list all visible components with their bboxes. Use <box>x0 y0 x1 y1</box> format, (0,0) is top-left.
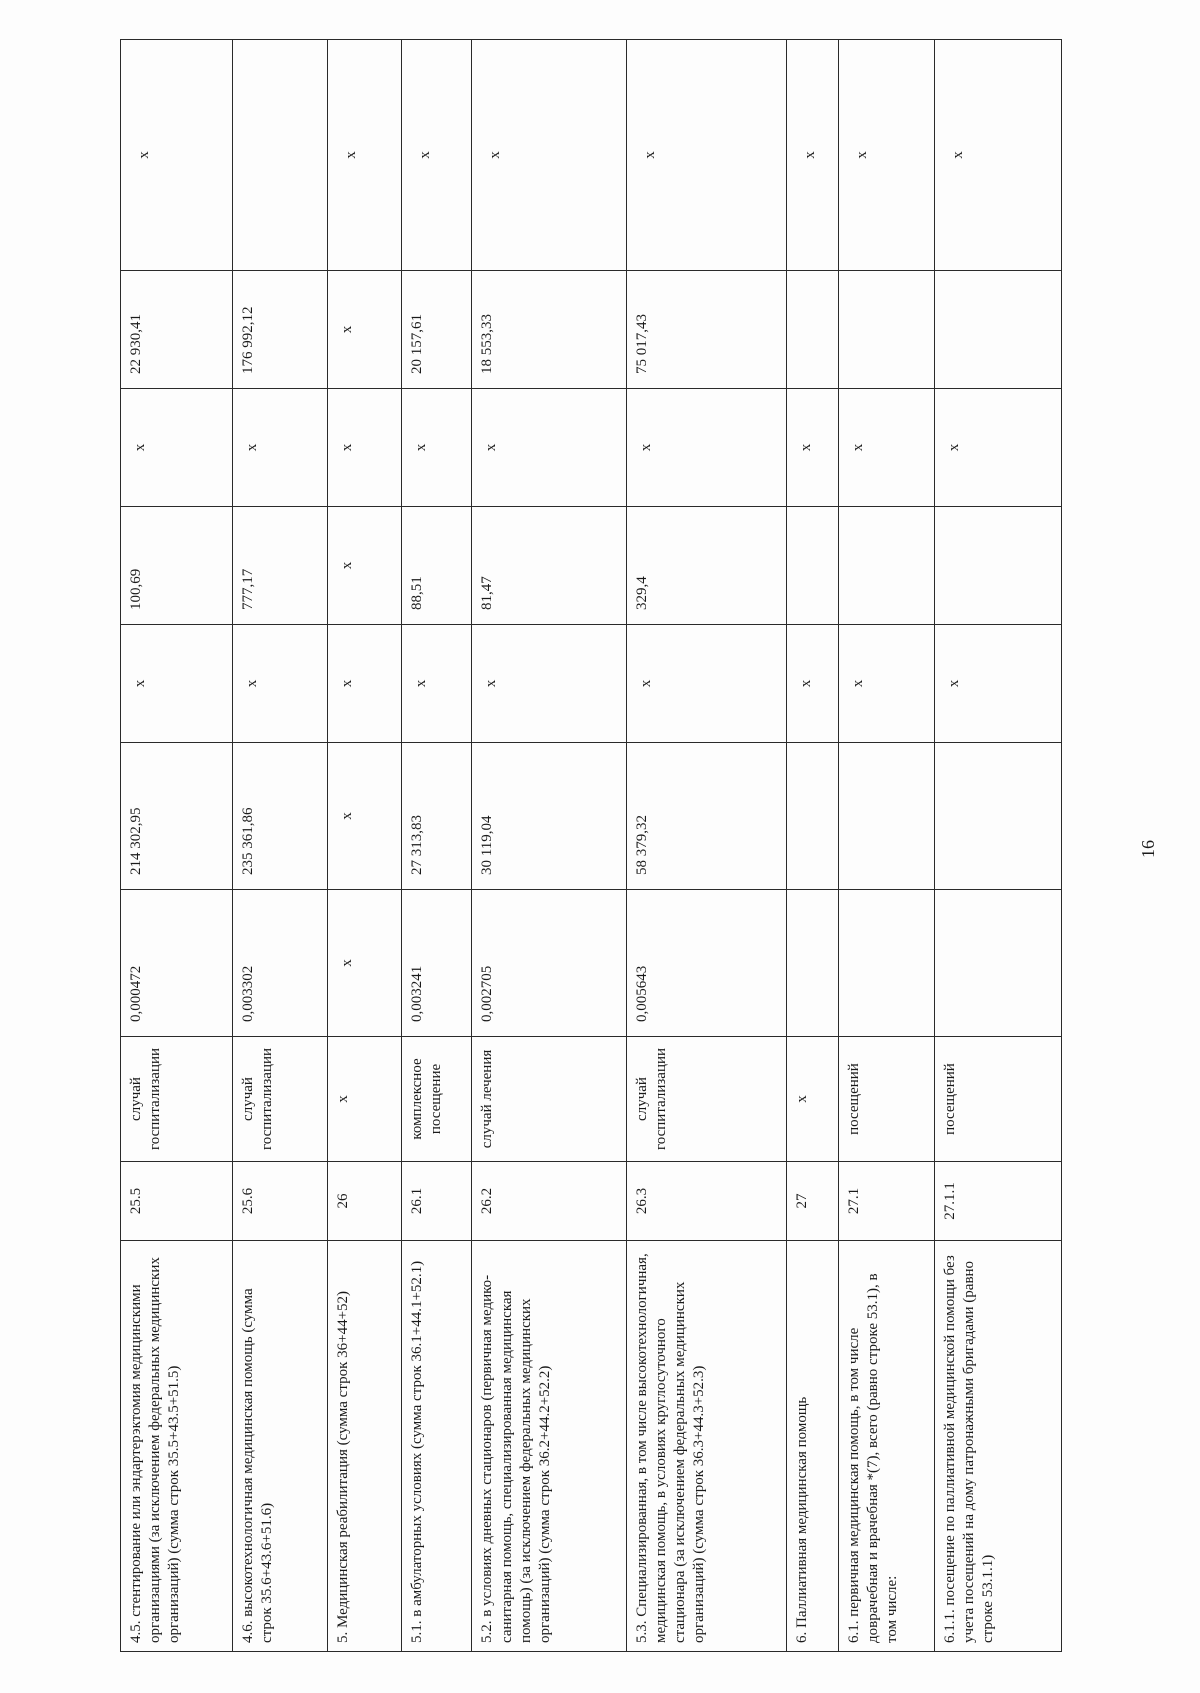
row-number: 26.2 <box>472 1162 626 1241</box>
row-unit: случай госпитализации <box>233 1037 328 1162</box>
cell-norm-volume: 0,002705 <box>472 890 626 1037</box>
table-row <box>472 40 626 1652</box>
cell-oms-total: 20 157,61 <box>401 271 472 389</box>
cell-oms-total <box>786 271 838 389</box>
row-number: 25.6 <box>233 1162 328 1241</box>
cell-oms-per-capita: 81,47 <box>472 507 626 625</box>
row-unit: х <box>786 1037 838 1162</box>
table-row <box>838 40 934 1652</box>
cell-share: х <box>786 40 838 271</box>
cell-budget-total: х <box>934 389 1061 507</box>
cell-budget-total: х <box>121 389 233 507</box>
row-name: 6.1. первичная медицинская помощь, в том числе доврачебная и врачебная *(7), всего (равно строке 53.1), в том числе: <box>838 1241 934 1652</box>
cell-share: х <box>327 40 401 271</box>
row-name: 6.1.1. посещение по паллиативной медицинской помощи без учета посещений на дому патронажными бригадами (равно строке 53.1.1) <box>934 1241 1061 1652</box>
row-unit: случай госпитализации <box>121 1037 233 1162</box>
cell-oms-per-capita: х <box>327 507 401 625</box>
cell-oms-total: х <box>327 271 401 389</box>
row-name: 5.3. Специализированная, в том числе высокотехнологичная, медицинская помощь, в условиях круглосуточного стационара (за исключением федеральных медицинских организаций) (сумма строк 36.3+44.3+52.3) <box>626 1241 786 1652</box>
cell-norm-volume <box>934 890 1061 1037</box>
row-unit: посещений <box>934 1037 1061 1162</box>
cell-budget-per-capita: х <box>233 625 328 743</box>
cell-oms-total <box>934 271 1061 389</box>
cell-oms-total <box>838 271 934 389</box>
cell-oms-per-capita <box>786 507 838 625</box>
table-row <box>121 40 233 1652</box>
row-number: 27 <box>786 1162 838 1241</box>
cell-share: х <box>121 40 233 271</box>
cell-norm-cost: х <box>327 743 401 890</box>
cell-oms-per-capita <box>934 507 1061 625</box>
cell-norm-cost: 27 313,83 <box>401 743 472 890</box>
cell-budget-total: х <box>626 389 786 507</box>
row-number: 27.1 <box>838 1162 934 1241</box>
row-name: 5. Медицинская реабилитация (сумма строк 36+44+52) <box>327 1241 401 1652</box>
table-row <box>786 40 838 1652</box>
table-row <box>327 40 401 1652</box>
table-body <box>121 40 1062 1652</box>
cell-budget-total: х <box>472 389 626 507</box>
cell-share: х <box>838 40 934 271</box>
rotated-table-wrapper <box>120 40 1062 1652</box>
cell-budget-per-capita: х <box>472 625 626 743</box>
table-row <box>626 40 786 1652</box>
cell-budget-per-capita: х <box>327 625 401 743</box>
financing-table <box>120 39 1062 1652</box>
cell-budget-per-capita: х <box>626 625 786 743</box>
cell-budget-per-capita: х <box>401 625 472 743</box>
cell-budget-per-capita: х <box>934 625 1061 743</box>
table-row <box>233 40 328 1652</box>
cell-norm-cost: 214 302,95 <box>121 743 233 890</box>
row-name: 5.1. в амбулаторных условиях (сумма строк 36.1+44.1+52.1) <box>401 1241 472 1652</box>
cell-budget-total: х <box>786 389 838 507</box>
cell-norm-cost: 58 379,32 <box>626 743 786 890</box>
row-number: 25.5 <box>121 1162 233 1241</box>
table-row <box>401 40 472 1652</box>
cell-oms-total: 176 992,12 <box>233 271 328 389</box>
cell-norm-volume <box>786 890 838 1037</box>
cell-norm-cost <box>838 743 934 890</box>
row-unit: комплексное посещение <box>401 1037 472 1162</box>
cell-oms-total: 22 930,41 <box>121 271 233 389</box>
cell-budget-total: х <box>327 389 401 507</box>
cell-norm-cost <box>786 743 838 890</box>
cell-norm-volume: 0,003241 <box>401 890 472 1037</box>
cell-oms-per-capita: 100,69 <box>121 507 233 625</box>
row-number: 26.3 <box>626 1162 786 1241</box>
cell-norm-cost: 30 119,04 <box>472 743 626 890</box>
cell-norm-cost <box>934 743 1061 890</box>
row-unit: х <box>327 1037 401 1162</box>
row-unit: случай лечения <box>472 1037 626 1162</box>
cell-budget-per-capita: х <box>786 625 838 743</box>
cell-share: х <box>401 40 472 271</box>
cell-share <box>233 40 328 271</box>
cell-budget-total: х <box>838 389 934 507</box>
cell-norm-volume: 0,003302 <box>233 890 328 1037</box>
cell-oms-total: 75 017,43 <box>626 271 786 389</box>
row-number: 26 <box>327 1162 401 1241</box>
row-number: 26.1 <box>401 1162 472 1241</box>
table-row <box>934 40 1061 1652</box>
cell-norm-volume: х <box>327 890 401 1037</box>
cell-norm-volume: 0,005643 <box>626 890 786 1037</box>
cell-oms-per-capita <box>838 507 934 625</box>
row-name: 6. Паллиативная медицинская помощь <box>786 1241 838 1652</box>
cell-share: х <box>472 40 626 271</box>
page-number: 16 <box>1138 840 1158 858</box>
cell-budget-per-capita: х <box>121 625 233 743</box>
row-number: 27.1.1 <box>934 1162 1061 1241</box>
cell-oms-total: 18 553,33 <box>472 271 626 389</box>
cell-budget-per-capita: х <box>838 625 934 743</box>
cell-budget-total: х <box>401 389 472 507</box>
cell-oms-per-capita: 88,51 <box>401 507 472 625</box>
cell-norm-volume: 0,000472 <box>121 890 233 1037</box>
cell-budget-total: х <box>233 389 328 507</box>
cell-share: х <box>934 40 1061 271</box>
row-name: 4.5. стентирование или эндартерэктомия медицинскими организациями (за исключением федеральных медицинских организаций) (сумма строк 35.5+43.5+51.5) <box>121 1241 233 1652</box>
row-unit: посещений <box>838 1037 934 1162</box>
cell-oms-per-capita: 777,17 <box>233 507 328 625</box>
cell-oms-per-capita: 329,4 <box>626 507 786 625</box>
row-name: 4.6. высокотехнологичная медицинская помощь (сумма строк 35.6+43.6+51.6) <box>233 1241 328 1652</box>
cell-norm-cost: 235 361,86 <box>233 743 328 890</box>
cell-norm-volume <box>838 890 934 1037</box>
row-name: 5.2. в условиях дневных стационаров (первичная медико-санитарная помощь, специализированная медицинская помощь) (за исключением федеральных медицинских организаций) (сумма строк 36.2+44.2+52.2) <box>472 1241 626 1652</box>
cell-share: х <box>626 40 786 271</box>
row-unit: случай госпитализации <box>626 1037 786 1162</box>
